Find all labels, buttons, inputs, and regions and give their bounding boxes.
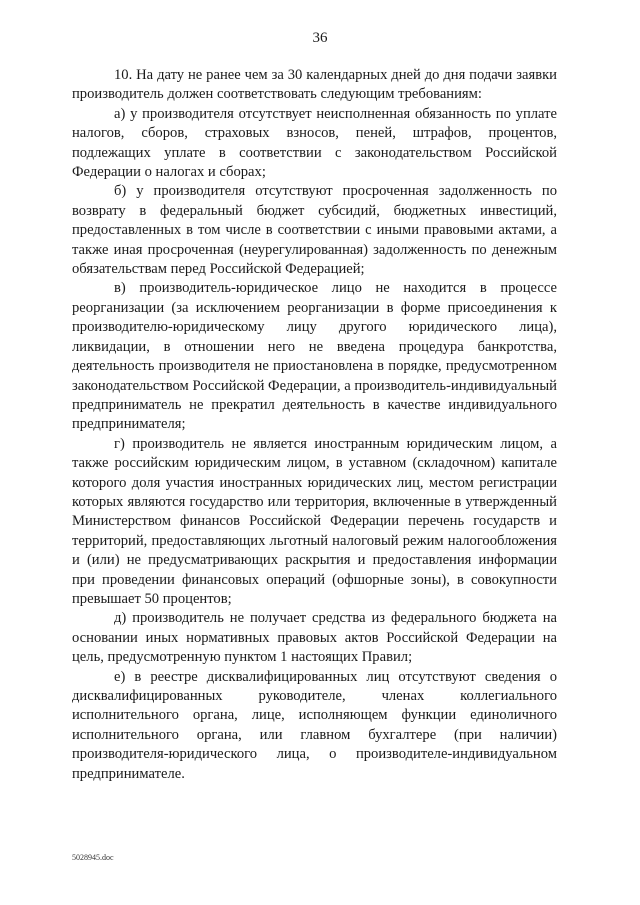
paragraph-v: в) производитель-юридическое лицо не находится в процессе реорганизации (за исключением реорганизации в форме присоединения к производителю-юридическому лицу другого юридического лица), ликвидации, в отношении него не введена процедура банкротства, деятельность производителя не приостановлена в порядке, предусмотренном законодательством Российской Федерации, а производитель-индивидуальный предприниматель не прекратил деятельность в качестве индивидуального предпринимателя; (72, 280, 557, 433)
paragraph-e: е) в реестре дисквалифицированных лиц отсутствуют сведения о дисквалифицированных руководителе, членах коллегиального исполнительного органа, лице, исполняющем функции единоличного исполнительного органа, или главном бухгалтере (при наличии) производителя-юридического лица, о производителе-индивидуальном предпринимателе. (72, 668, 557, 782)
footer-document-code: 5028945.doc (72, 853, 114, 862)
paragraph-intro: 10. На дату не ранее чем за 30 календарных дней до дня подачи заявки производитель должен соответствовать следующим требованиям: (72, 67, 557, 103)
paragraph-d: д) производитель не получает средства из федерального бюджета на основании иных нормативных правовых актов Российской Федерации на цель, предусмотренную пунктом 1 настоящих Правил; (72, 610, 557, 666)
document-body (72, 66, 557, 784)
page-number: 36 (312, 30, 328, 46)
paragraph-a: а) у производителя отсутствует неисполненная обязанность по уплате налогов, сборов, страховых взносов, пеней, штрафов, процентов, подлежащих уплате в соответствии с законодательством Российской Федерации о налогах и сборах; (72, 105, 557, 181)
paragraph-b: б) у производителя отсутствуют просроченная задолженность по возврату в федеральный бюджет субсидий, бюджетных инвестиций, предоставленных в том числе в соответствии с иными правовыми актами, а также иная просроченная (неурегулированная) задолженность по денежным обязательствам перед Российской Федерацией; (72, 183, 557, 278)
paragraph-g: г) производитель не является иностранным юридическим лицом, а также российским юридическим лицом, в уставном (складочном) капитале которого доля участия иностранных юридических лиц, местом регистрации которых являются государство или территория, включенные в утвержденный Министерством финансов Российской Федерации перечень государств и территорий, предоставляющих льготный налоговый режим налогообложения и (или) не предусматривающих раскрытия и предоставления информации при проведении финансовых операций (офшорные зоны), в совокупности превышает 50 процентов; (72, 435, 557, 607)
